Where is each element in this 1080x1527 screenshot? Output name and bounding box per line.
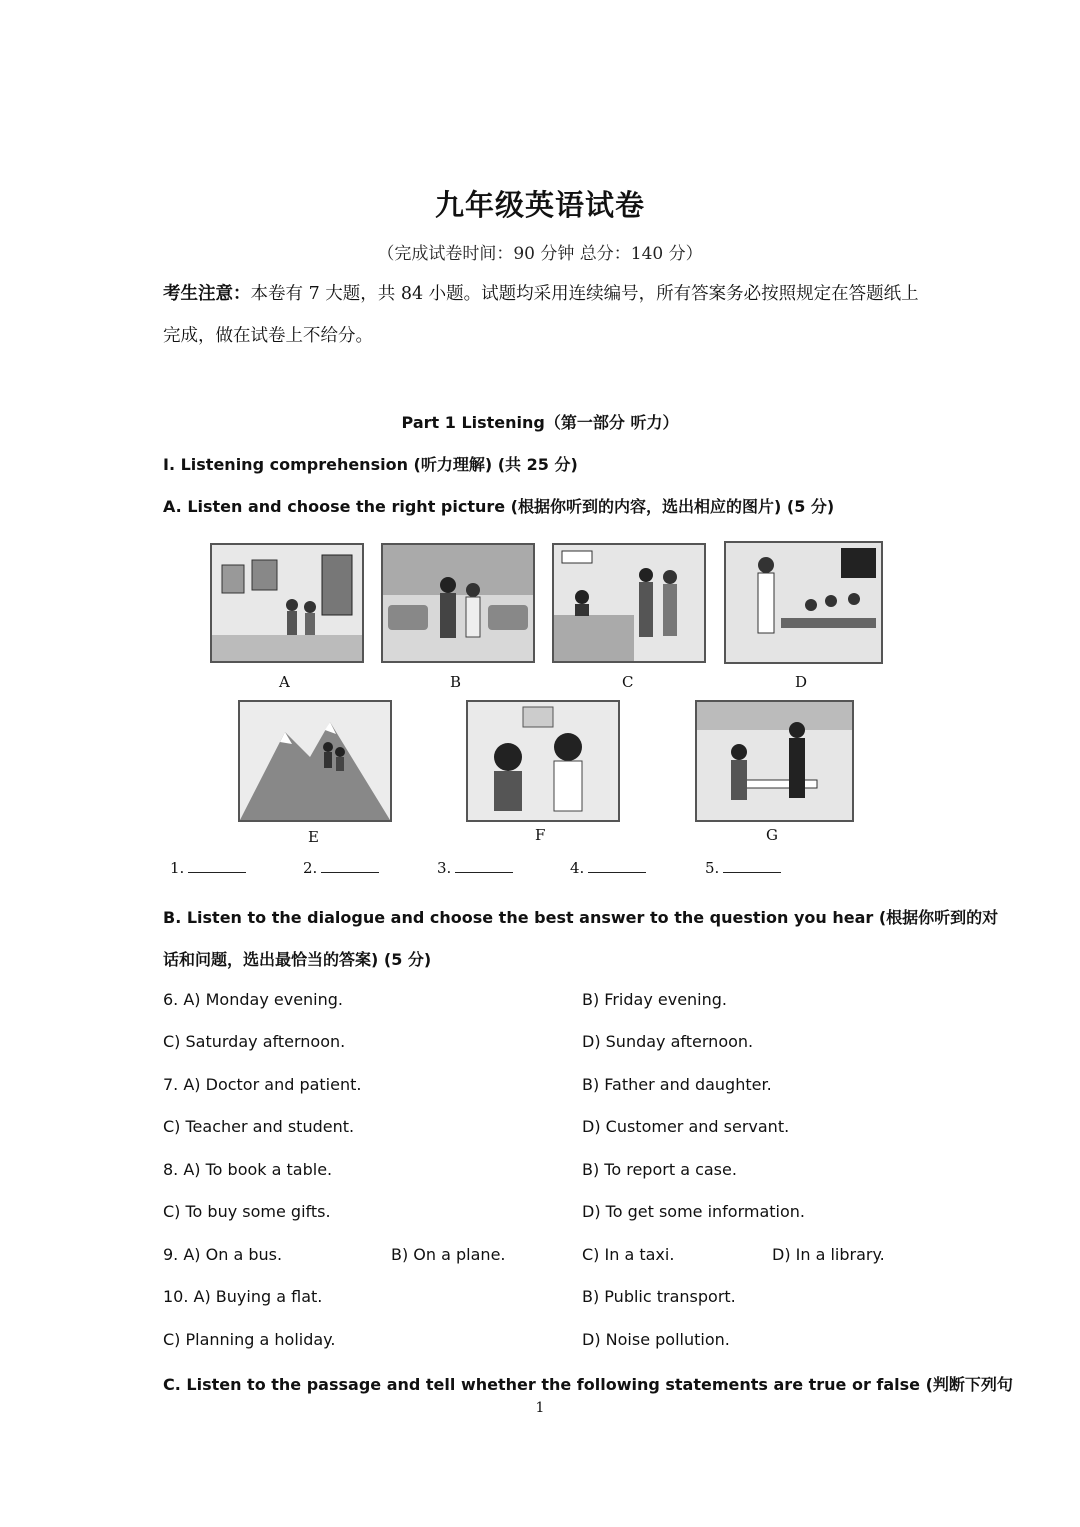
- q7-option-d: D) Customer and servant.: [582, 1117, 790, 1136]
- picture-label-g: G: [766, 826, 778, 844]
- blank-number: 4.: [570, 859, 585, 877]
- answer-blank-5[interactable]: [705, 858, 781, 877]
- police-street-icon: [383, 545, 533, 661]
- section-heading-a: A. Listen and choose the right picture (根据你听到的内容，选出相应的图片) (5 分): [163, 497, 835, 516]
- blank-number: 3.: [437, 859, 452, 877]
- mountain-climb-icon: [240, 702, 390, 820]
- hotel-reception-icon: [554, 545, 704, 661]
- restaurant-icon: [697, 702, 852, 820]
- answer-blank-4[interactable]: [570, 858, 646, 877]
- answer-blank-2[interactable]: [303, 858, 379, 877]
- picture-c: [552, 543, 706, 663]
- picture-label-b: B: [450, 673, 462, 691]
- picture-d: [724, 541, 883, 664]
- q10-option-b: B) Public transport.: [582, 1287, 736, 1306]
- answer-blank-3[interactable]: [437, 858, 513, 877]
- answer-blank-1[interactable]: [170, 858, 246, 877]
- picture-g: [695, 700, 854, 822]
- q7-option-c: C) Teacher and student.: [163, 1117, 355, 1136]
- art-gallery-icon: [212, 545, 362, 661]
- doctor-visit-icon: [468, 702, 618, 820]
- q9-option-d: D) In a library.: [772, 1245, 885, 1264]
- picture-label-a: A: [279, 673, 290, 691]
- page-number: 1: [535, 1400, 545, 1416]
- q7-option-a: 7. A) Doctor and patient.: [163, 1075, 362, 1094]
- picture-a: [210, 543, 364, 663]
- section-heading-listening: I. Listening comprehension (听力理解) (共 25 分): [163, 455, 578, 474]
- q9-option-b: B) On a plane.: [391, 1245, 506, 1264]
- picture-label-f: F: [535, 826, 546, 844]
- exam-info: （完成试卷时间：90 分钟 总分：140 分）: [377, 244, 703, 264]
- q9-option-a: 9. A) On a bus.: [163, 1245, 283, 1264]
- section-heading-b-cont: 话和问题，选出最恰当的答案) (5 分): [163, 950, 432, 969]
- section-heading-b: B. Listen to the dialogue and choose the best answer to the question you hear (根据你听到的对: [163, 908, 999, 927]
- q6-option-c: C) Saturday afternoon.: [163, 1032, 346, 1051]
- q9-option-c: C) In a taxi.: [582, 1245, 675, 1264]
- picture-label-d: D: [795, 673, 808, 691]
- q10-option-a: 10. A) Buying a flat.: [163, 1287, 323, 1306]
- section-heading-c: C. Listen to the passage and tell whether the following statements are true or false (判断下列句: [163, 1375, 1013, 1394]
- q8-option-c: C) To buy some gifts.: [163, 1202, 331, 1221]
- q7-option-b: B) Father and daughter.: [582, 1075, 772, 1094]
- picture-label-c: C: [622, 673, 634, 691]
- q10-option-d: D) Noise pollution.: [582, 1330, 730, 1349]
- q6-option-a: 6. A) Monday evening.: [163, 990, 343, 1009]
- blank-number: 1.: [170, 859, 185, 877]
- picture-e: [238, 700, 392, 822]
- notice-label: 考生注意：: [163, 284, 251, 304]
- q8-option-b: B) To report a case.: [582, 1160, 737, 1179]
- picture-b: [381, 543, 535, 663]
- part-heading: Part 1 Listening（第一部分 听力）: [401, 413, 679, 432]
- science-lab-icon: [726, 543, 881, 662]
- page-title: 九年级英语试卷: [434, 188, 645, 222]
- blank-number: 2.: [303, 859, 318, 877]
- notice-text: 本卷有 7 大题，共 84 小题。试题均采用连续编号，所有答案务必按照规定在答题纸上完成，做在试卷上不给分。: [163, 284, 919, 346]
- q8-option-a: 8. A) To book a table.: [163, 1160, 333, 1179]
- picture-f: [466, 700, 620, 822]
- picture-label-e: E: [308, 828, 319, 846]
- q6-option-d: D) Sunday afternoon.: [582, 1032, 754, 1051]
- q8-option-d: D) To get some information.: [582, 1202, 806, 1221]
- q10-option-c: C) Planning a holiday.: [163, 1330, 336, 1349]
- blank-number: 5.: [705, 859, 720, 877]
- q6-option-b: B) Friday evening.: [582, 990, 728, 1009]
- exam-notice: [163, 273, 923, 357]
